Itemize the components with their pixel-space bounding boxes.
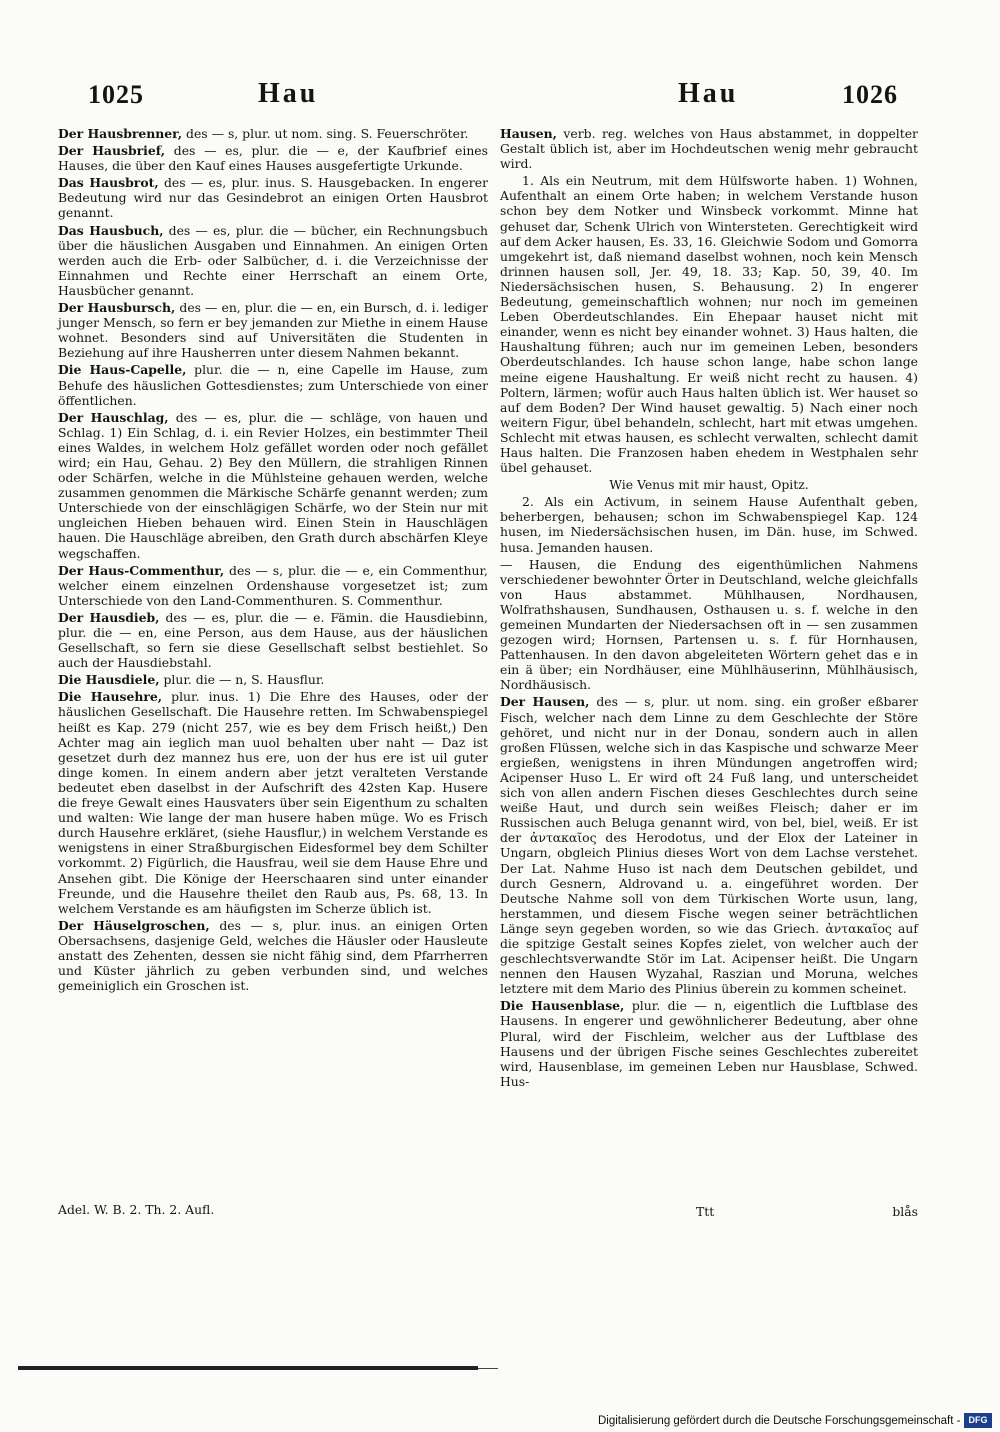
dictionary-entry bbox=[58, 223, 488, 298]
entry-headword: Die Hausdiele, bbox=[58, 672, 160, 688]
entry-definition: des — es, plur. die — e, der Kaufbrief eines Hauses, die über den Kauf eines Hauses ausgefertigte Urkunde. bbox=[58, 143, 488, 174]
entry-headword: Hausen, bbox=[500, 126, 557, 141]
dictionary-entry bbox=[58, 126, 488, 141]
entry-definition: des — s, plur. ut nom. sing. S. Feuerschröter. bbox=[182, 126, 469, 141]
left-column bbox=[58, 126, 488, 995]
dictionary-entry bbox=[58, 689, 488, 915]
page-number-left: 1025 bbox=[88, 80, 144, 109]
dictionary-entry bbox=[58, 672, 488, 687]
entry-headword: Die Hausehre, bbox=[58, 689, 163, 705]
entry-headword: Der Hausbrenner, bbox=[58, 126, 183, 141]
entry-definition: des — es, plur. die — schläge, von hauen und Schlag. 1) Ein Schlag, d. i. ein Revier Holzes, ein bestimmter Theil eines Waldes, in welchem Holz gefället worden oder noch gefället wird; ein Hau, Gehau. 2) Bey den Müllern, die strahligen Rinnen oder Schärfen, welche in die Mühlsteine gehauen werden, welche zusammen genommen die Märkische Schärfe genannt werden; zum Unterschiede von der einschlägigen Schärfe, wo der Stein nur mit ungleichen Hieben behauen wird. Einen Stein in Hauschlägen hauen. Die Hauschläge abreiben, den Grath durch abschärfen Kleye wegschaffen. bbox=[58, 409, 488, 561]
signature-mark: Ttt bbox=[696, 1204, 715, 1219]
entry-definition: des — s, plur. inus. an einigen Orten Obersachsens, dasjenige Geld, welches die Häusler oder Hausleute anstatt des Zehenten, dessen sie nicht fähig sind, dem Pfarrherren und Küster jährlich zu geben verbunden sind, und welches gemeiniglich ein Groschen ist. bbox=[58, 917, 488, 994]
entry-definition: plur. inus. 1) Die Ehre des Hauses, oder der häuslichen Gesellschaft. Die Hausehre retten. Im Schwabenspiegel heißt es Kap. 279 (nicht 257, wie es bey dem Frisch heißt,) Den Achter mag ain ieglich man uuol behalten uber naht — Daz ist gesetzet durh dez mannez hus ere, uon der hus ere ist uil guter dinge komen. In einem andern aber jetzt veralteten Verstande bedeutet eben daselbst in der Aufschrift des 42sten Kap. Husere die freye Gewalt eines Hausvaters über sein Eigenthum zu schalten und walten: Wie lange der man husere haben müge. Wo es Frisch durch Hausehre erkläret, (siehe Hausflur,) in welchem Verstande es wenigstens in einer Straßburgischen Eidesformel bey dem Schilter vorkommt. 2) Figürlich, die Hausfrau, weil sie dem Hause Ehre und Ansehen gibt. Die Könige der Heerschaaren sind unter einander Freunde, und die Hausehre theilet den Raub aus, Ps. 68, 13. In welchem Verstande es am häufigsten im Scherze üblich ist. bbox=[58, 689, 488, 916]
right-column bbox=[500, 126, 918, 1091]
quotation: Wie Venus mit mir haust, Opitz. bbox=[609, 477, 809, 493]
catchword: blås bbox=[892, 1204, 918, 1219]
footer-volume-note: Adel. W. B. 2. Th. 2. Aufl. bbox=[58, 1202, 215, 1217]
entry-paragraph: 2. Als ein Activum, in seinem Hause Aufenthalt geben, beherbergen, behausen; schon im Schwabenspiegel Kap. 124 husen, im Niedersächsischen husen, im Dän. huse, im Schwed. husa. Jemanden hausen. bbox=[500, 494, 918, 555]
dictionary-entry bbox=[500, 126, 918, 171]
dictionary-entry bbox=[58, 610, 488, 670]
digitization-credit: Digitalisierung gefördert durch die Deutsche Forschungsgemeinschaft - bbox=[598, 1415, 961, 1427]
dictionary-entry bbox=[58, 410, 488, 561]
entry-paragraph: 1. Als ein Neutrum, mit dem Hülfsworte haben. 1) Wohnen, Aufenthalt an einem Orte haben; in welchem Verstande huson schon bey dem Notker und Winsbeck vorkommt. Minne hat gehuset dar, Schenk Ulrich von Wintersteten. Gerechtigkeit wird auf dem Acker hausen, Es. 33, 16. Gleichwie Sodom und Gomorra umgekehrt ist, daß niemand daselbst wohnen, noch kein Mensch drinnen hausen soll, Jer. 49, 18. 33; Kap. 50, 39, 40. Im Niedersächsischen husen, S. Behausung. 2) In engerer Bedeutung, gemeinschaftlich wohnen; nur noch im gemeinen Leben Oberdeutschlandes. Ein Ehepaar hauset nicht mit einander, wenn es nicht bey einander wohnet. 3) Haus halten, die Haushaltung führen; auch nur im gemeinen Leben, besonders Oberdeutschlandes. Ich hause schon lange, habe schon lange meine eigene Haushaltung. Er weiß nicht recht zu hausen. 4) Poltern, lärmen; wofür auch Haus halten üblich ist. Wer hauset so auf dem Boden? Der Wind hauset gewaltig. 5) Nach einer noch weitern Figur, übel behandeln, schlecht, hart mit etwas umgehen. Schlecht mit etwas hausen, es schlecht verwalten, schlecht damit Haus halten. Die Franzosen haben ehedem in Westphalen sehr übel gehauset. bbox=[500, 173, 918, 476]
page-header bbox=[0, 80, 1000, 120]
entry-headword: Der Hausen, bbox=[500, 694, 590, 710]
entry-headword: Das Hausbuch, bbox=[58, 222, 164, 238]
entry-definition: des — es, plur. inus. S. Hausgebacken. In engerer Bedeutung wird nur das Gesindebrot an einigen Orten Hausbrot genannt. bbox=[58, 175, 488, 221]
entry-definition: des — es, plur. die — bücher, ein Rechnungsbuch über die häuslichen Ausgaben und Einnahmen. An einigen Orten werden auch die Erb- oder Salbücher, d. i. die Verzeichnisse der Einnahmen und Rechte einer Herrschaft an einem Orte, Hausbücher genannt. bbox=[58, 222, 488, 298]
dictionary-entry bbox=[500, 998, 918, 1089]
scan-edge-rule-thin bbox=[478, 1368, 498, 1369]
entry-definition: des — en, plur. die — en, ein Bursch, d. i. lediger junger Mensch, so fern er bey jemanden zur Miethe in einem Hause wohnet. Besonders sind auf Universitäten die Studenten in Beziehung auf ihre Hausherren unter diesem Nahmen bekannt. bbox=[58, 300, 488, 361]
dictionary-entry bbox=[58, 300, 488, 360]
entry-headword: Der Hausbrief, bbox=[58, 143, 166, 159]
entry-headword: Die Haus-Capelle, bbox=[58, 362, 187, 378]
entry-definition: plur. die — n, S. Hausflur. bbox=[159, 672, 325, 688]
entry-headword: Der Häuselgroschen, bbox=[58, 917, 210, 933]
dfg-logo: DFG bbox=[964, 1413, 992, 1428]
entry-headword: Der Hauschlag, bbox=[58, 409, 169, 425]
entry-definition: verb. reg. welches von Haus abstammet, in doppelter Gestalt üblich ist, aber im Hochdeutschen wenig mehr gebraucht wird. bbox=[500, 126, 918, 172]
dictionary-entry bbox=[58, 143, 488, 173]
dictionary-entry bbox=[58, 175, 488, 220]
entry-definition: plur. die — n, eine Capelle im Hause, zum Behufe des häuslichen Gottesdienstes; zum Unterschiede von einer öffentlichen. bbox=[58, 362, 488, 408]
entry-headword: Der Hausdieb, bbox=[58, 609, 160, 625]
suffix-entry: — Hausen, die Endung des eigenthümlichen Nahmens verschiedener bewohnter Örter in Deutschland, welche gleichfalls von Haus abstammet. Mühlhausen, Nordhausen, Wolfrathshausen, Sundhausen, Osthausen u. s. f. welche in den gemeinen Mundarten der Niedersachsen oft in — sen zusammen gezogen wird; Hornsen, Partensen u. s. f. für Hornhausen, Pattenhausen. In den davon abgeleiteten Wörtern gehet das e in ein ä über; ein Nordhäuser, eine Mühlhäuserinn, Mühlhäusisch, Nordhäusisch. bbox=[500, 556, 918, 693]
entry-definition: des — s, plur. ut nom. sing. ein großer eßbarer Fisch, welcher nach dem Linne zu dem Geschlechte der Störe gehöret, und nicht nur in der Donau, sondern auch in allen großen Flüssen, welche sich in das Kaspische und schwarze Meer ergießen, wenigstens in ihren Mündungen angetroffen wird; Acipenser Huso L. Er wird oft 24 Fuß lang, und unterscheidet sich von allen andern Fischen dieses Geschlechtes durch seine weiße Haut, und durch sein weißes Fleisch; daher er im Russischen auch Beluga genannt wird, von bel, biel, weiß. Er ist der ἀντακαῖος des Herodotus, und der Elox der Lateiner in Ungarn, obgleich Plinius dieses Wort von dem Lachse verstehet. Der Lat. Nahme Huso ist nach dem Deutschen gebildet, und durch Gesnern, Aldrovand u. a. eingeführet worden. Der Deutsche Nahme soll von dem Türkischen Worte usun, lang, herstammen, und diesem Fische wegen seiner beträchtlichen Länge seyn gegeben worden, so wie das Griech. ἀντακαῖος auf die spitzige Gestalt seines Kopfes zielet, von welcher auch der geschlechtsverwandte Stör im Lat. Acipenser heißt. Die Ungarn nennen den Hausen Wyzahal, Raszian und Moruna, welches letztere mit dem Mario des Plinius überein zu kommen scheinet. bbox=[500, 694, 918, 997]
entry-definition: des — es, plur. die — e. Fämin. die Hausdiebinn, plur. die — en, eine Person, aus dem Hause, aus der häuslichen Gesellschaft, so fern sie diese Gesellschaft selbst bestiehlet. So auch der Hausdiebstahl. bbox=[58, 609, 488, 671]
entry-headword: Die Hausenblase, bbox=[500, 998, 625, 1014]
dictionary-entry bbox=[500, 694, 918, 996]
dictionary-entry bbox=[58, 918, 488, 993]
dictionary-entry bbox=[58, 563, 488, 608]
entry-headword: Der Hausbursch, bbox=[58, 300, 176, 316]
entry-headword: Das Hausbrot, bbox=[58, 175, 159, 191]
running-head-right: Hau bbox=[678, 78, 739, 109]
page-number-right: 1026 bbox=[842, 80, 898, 109]
entry-definition: des — s, plur. die — e, ein Commenthur, welcher einem einzelnen Ordenshause vorgesetzet ist; zum Unterschiede von den Land-Commenthuren. S. Commenthur. bbox=[58, 562, 488, 608]
scan-edge-rule bbox=[18, 1366, 478, 1370]
entry-headword: Der Haus-Commenthur, bbox=[58, 562, 225, 578]
dictionary-entry bbox=[58, 362, 488, 407]
entry-definition: plur. die — n, eigentlich die Luftblase des Hausens. In engerer und gewöhnlicherer Bedeutung, aber ohne Plural, wird der Fischleim, welcher aus der Luftblase des Hausens und der übrigen Fische seines Geschlechtes zubereitet wird, Hausenblase, im gemeinen Leben nur Hausblase, Schwed. Hus- bbox=[500, 998, 918, 1089]
running-head-left: Hau bbox=[258, 78, 319, 109]
